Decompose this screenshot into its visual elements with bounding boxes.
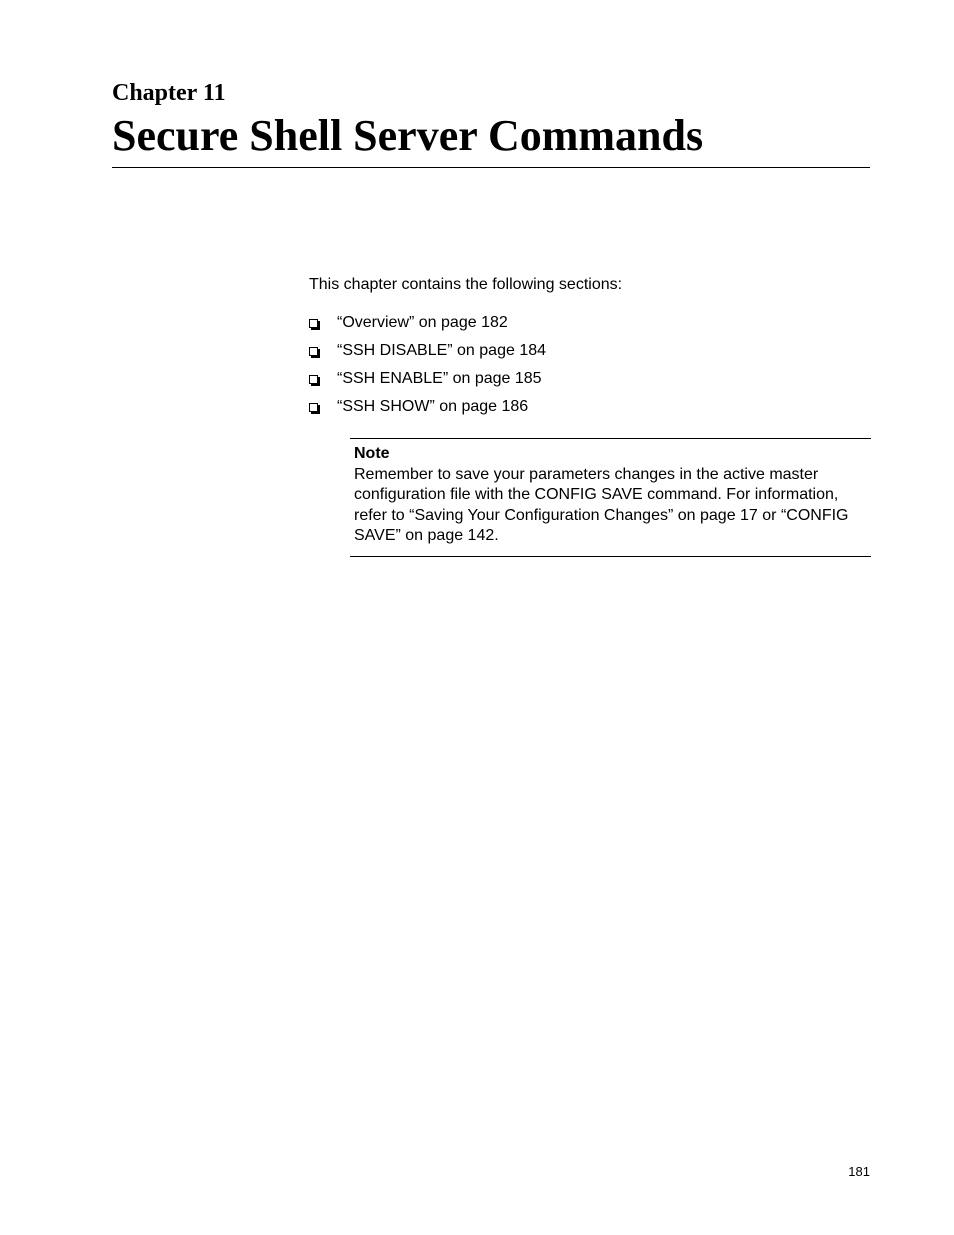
page-number: 181 <box>848 1164 870 1179</box>
title-rule <box>112 167 870 168</box>
section-link[interactable]: “SSH DISABLE” on page 184 <box>337 342 547 359</box>
note-body: Remember to save your parameters changes in the active master configuration file with the CONFIG SAVE command. For information, refer to “Saving Your Configuration Changes” on page 17 or “CONFIG SAVE” on page 142. <box>354 465 849 544</box>
box-bullet-icon <box>309 375 318 384</box>
section-link[interactable]: “Overview” on page 182 <box>337 314 508 331</box>
intro-text: This chapter contains the following sections: <box>309 276 623 293</box>
section-link[interactable]: “SSH SHOW” on page 186 <box>337 398 529 415</box>
section-item-ssh-disable[interactable] <box>309 341 546 369</box>
section-item-overview[interactable] <box>309 313 546 341</box>
chapter-label: Chapter 11 <box>112 80 226 106</box>
box-bullet-icon <box>309 347 318 356</box>
note-heading: Note <box>354 445 390 462</box>
section-item-ssh-show[interactable] <box>309 397 546 425</box>
chapter-title: Secure Shell Server Commands <box>112 111 704 160</box>
section-link[interactable]: “SSH ENABLE” on page 185 <box>337 370 542 387</box>
section-list <box>309 313 546 425</box>
note-box <box>350 438 871 557</box>
section-item-ssh-enable[interactable] <box>309 369 546 397</box>
box-bullet-icon <box>309 319 318 328</box>
box-bullet-icon <box>309 403 318 412</box>
